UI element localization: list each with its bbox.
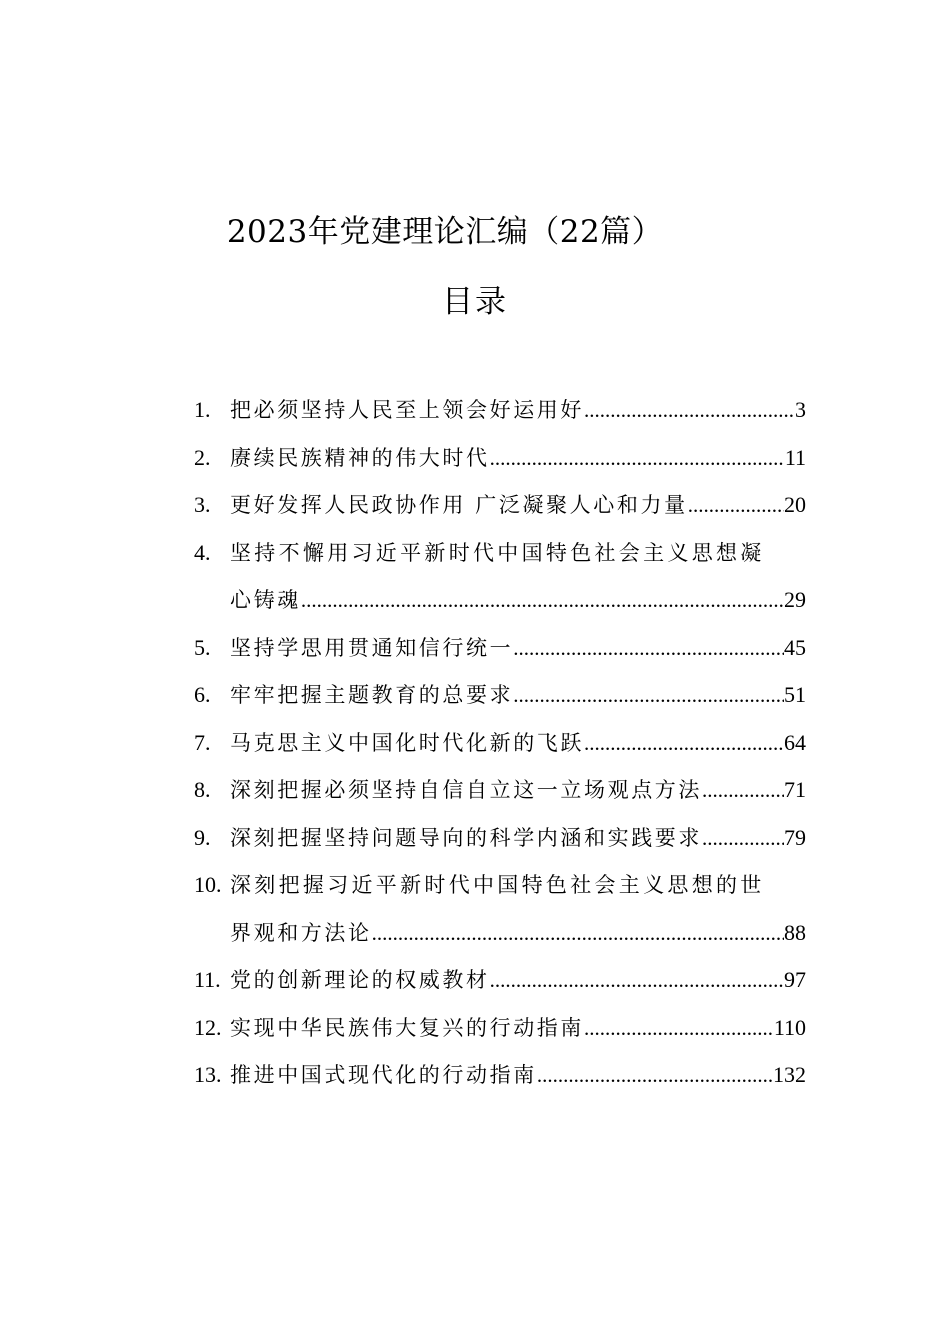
toc-entry-title-continued: 界观和方法论: [230, 920, 372, 945]
toc-entry-title: 赓续民族精神的伟大时代: [230, 445, 490, 470]
toc-entry-6[interactable]: [194, 671, 806, 719]
toc-entry-2[interactable]: [194, 434, 806, 482]
toc-entry-title-continued: 心铸魂: [230, 588, 301, 612]
toc-entry-page: 29: [784, 587, 806, 612]
toc-entry-page: 79: [784, 824, 806, 850]
toc-entry-4-continuation[interactable]: [194, 576, 806, 624]
toc-entry-number: 6.: [194, 682, 211, 707]
toc-entry-page: 97: [784, 967, 806, 992]
toc-entry-title: 推进中国式现代化的行动指南: [230, 1063, 537, 1087]
toc-entry-page: 51: [784, 682, 806, 707]
toc-leader-dots: [513, 672, 784, 719]
toc-entry-title: 实现中华民族伟大复兴的行动指南: [230, 1015, 584, 1040]
toc-leader-dots: [584, 387, 795, 434]
toc-leader-dots: [301, 577, 784, 624]
document-title: 2023年党建理论汇编（22篇）: [226, 214, 664, 250]
toc-entry-number: 9.: [194, 824, 211, 850]
toc-entry-8[interactable]: [194, 766, 806, 814]
toc-entry-4[interactable]: [194, 529, 806, 577]
toc-entry-title: 深刻把握习近平新时代中国特色社会主义思想的世: [230, 873, 765, 897]
toc-entry-title: 马克思主义中国化时代化新的飞跃: [230, 730, 584, 755]
toc-entry-13[interactable]: [194, 1051, 806, 1099]
toc-heading: 目录: [442, 284, 508, 320]
table-of-contents: [194, 386, 806, 1099]
toc-entry-number: 3.: [194, 492, 211, 517]
toc-entry-number: 11.: [194, 967, 221, 992]
toc-leader-dots: [702, 767, 784, 814]
toc-entry-title: 深刻把握必须坚持自信自立这一立场观点方法: [230, 778, 702, 802]
toc-entry-title: 党的创新理论的权威教材: [230, 968, 490, 992]
toc-entry-page: 45: [784, 634, 806, 660]
toc-leader-dots: [584, 720, 784, 767]
toc-entry-3[interactable]: [194, 481, 806, 529]
toc-entry-number: 7.: [194, 729, 211, 755]
toc-leader-dots: [537, 1052, 773, 1099]
toc-entry-number: 10.: [194, 872, 222, 897]
toc-entry-12[interactable]: [194, 1004, 806, 1052]
toc-entry-page: 71: [784, 777, 806, 802]
toc-entry-10[interactable]: [194, 861, 806, 909]
toc-entry-page: 132: [773, 1062, 806, 1087]
toc-entry-number: 5.: [194, 634, 211, 660]
toc-entry-number: 1.: [194, 397, 211, 422]
toc-entry-page: 11: [784, 444, 806, 470]
toc-entry-page: 3: [795, 397, 806, 422]
toc-entry-9[interactable]: [194, 814, 806, 862]
toc-leader-dots: [490, 957, 784, 1004]
toc-leader-dots: [513, 625, 784, 672]
toc-leader-dots: [490, 435, 785, 482]
toc-entry-11[interactable]: [194, 956, 806, 1004]
toc-entry-page: 88: [784, 919, 806, 945]
toc-entry-number: 4.: [194, 539, 211, 565]
toc-entry-number: 2.: [194, 444, 211, 470]
toc-entry-number: 12.: [194, 1014, 222, 1040]
toc-leader-dots: [372, 910, 784, 957]
toc-entry-title: 坚持学思用贯通知信行统一: [230, 635, 514, 660]
toc-leader-dots: [584, 1005, 774, 1052]
toc-entry-number: 8.: [194, 777, 211, 802]
toc-leader-dots: [688, 482, 784, 529]
toc-entry-7[interactable]: [194, 719, 806, 767]
toc-entry-title: 把必须坚持人民至上领会好运用好: [230, 398, 584, 422]
toc-entry-number: 13.: [194, 1062, 222, 1087]
toc-entry-title: 牢牢把握主题教育的总要求: [230, 683, 514, 707]
toc-entry-1[interactable]: [194, 386, 806, 434]
toc-entry-page: 20: [784, 492, 806, 517]
toc-entry-10-continuation[interactable]: [194, 909, 806, 957]
toc-entry-page: 110: [773, 1014, 806, 1040]
toc-entry-title: 更好发挥人民政协作用 广泛凝聚人心和力量: [230, 493, 688, 517]
toc-entry-title: 坚持不懈用习近平新时代中国特色社会主义思想凝: [230, 540, 765, 565]
toc-entry-5[interactable]: [194, 624, 806, 672]
toc-leader-dots: [702, 815, 784, 862]
toc-entry-title: 深刻把握坚持问题导向的科学内涵和实践要求: [230, 825, 702, 850]
toc-entry-page: 64: [784, 729, 806, 755]
